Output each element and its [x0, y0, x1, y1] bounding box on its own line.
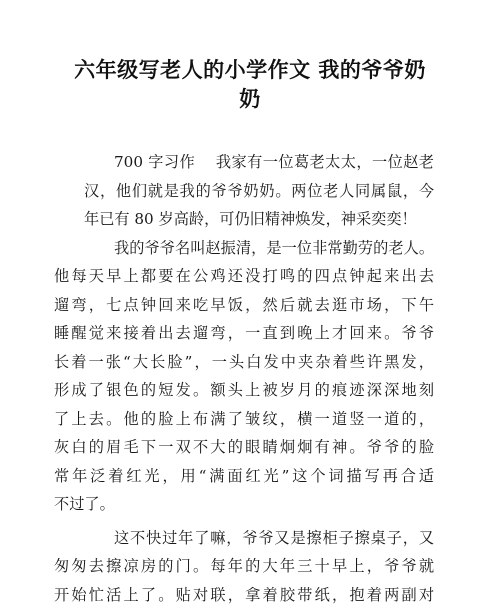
- paragraph-line: 不过了。: [54, 490, 434, 519]
- paragraph-intro: [84, 148, 434, 234]
- paragraph-line: 匆匆去擦凉房的门。每年的大年三十早上，爷爷就: [54, 552, 434, 581]
- paragraph-line: 灰白的眉毛下一双不大的眼睛炯炯有神。爷爷的脸: [54, 433, 434, 462]
- paragraph-line: 这不快过年了嘛，爷爷又是擦柜子擦桌子，又: [84, 524, 434, 553]
- paragraph-line: 他每天早上都要在公鸡还没打鸣的四点钟起来出去: [54, 262, 434, 291]
- paragraph-line: 常年泛着红光，用“满面红光”这个词描写再合适: [54, 462, 434, 491]
- paragraph-line: 长着一张“大长脸”，一头白发中夹杂着些许黑发，: [54, 348, 434, 377]
- paragraph-grandpa: [84, 234, 434, 519]
- paragraph-line: 形成了银色的短发。额头上被岁月的痕迹深深地刻: [54, 376, 434, 405]
- paragraph-line: 汉，他们就是我的爷爷奶奶。两位老人同属鼠，今: [84, 177, 434, 206]
- paragraph-new-year: [84, 524, 434, 609]
- paragraph-line: 开始忙活上了。贴对联，拿着胶带纸，抱着两副对: [54, 581, 434, 609]
- paragraph-line: 年已有 80 岁高龄，可仍旧精神焕发，神采奕奕！: [84, 205, 434, 234]
- document-title: [60, 56, 440, 114]
- paragraph-line: 睡醒觉来接着出去遛弯，一直到晚上才回来。爷爷: [54, 319, 434, 348]
- title-line-2: 奶: [60, 85, 440, 114]
- paragraph-line: 了上去。他的脸上布满了皱纹，横一道竖一道的，: [54, 405, 434, 434]
- paragraph-line: 我的爷爷名叫赵振清，是一位非常勤劳的老人。: [84, 234, 434, 263]
- title-line-1: 六年级写老人的小学作文 我的爷爷奶: [60, 56, 440, 85]
- paragraph-line: 700 字习作 我家有一位葛老太太，一位赵老: [84, 148, 434, 177]
- document-body: [84, 148, 434, 609]
- paragraph-line: 遛弯，七点钟回来吃早饭，然后就去逛市场，下午: [54, 291, 434, 320]
